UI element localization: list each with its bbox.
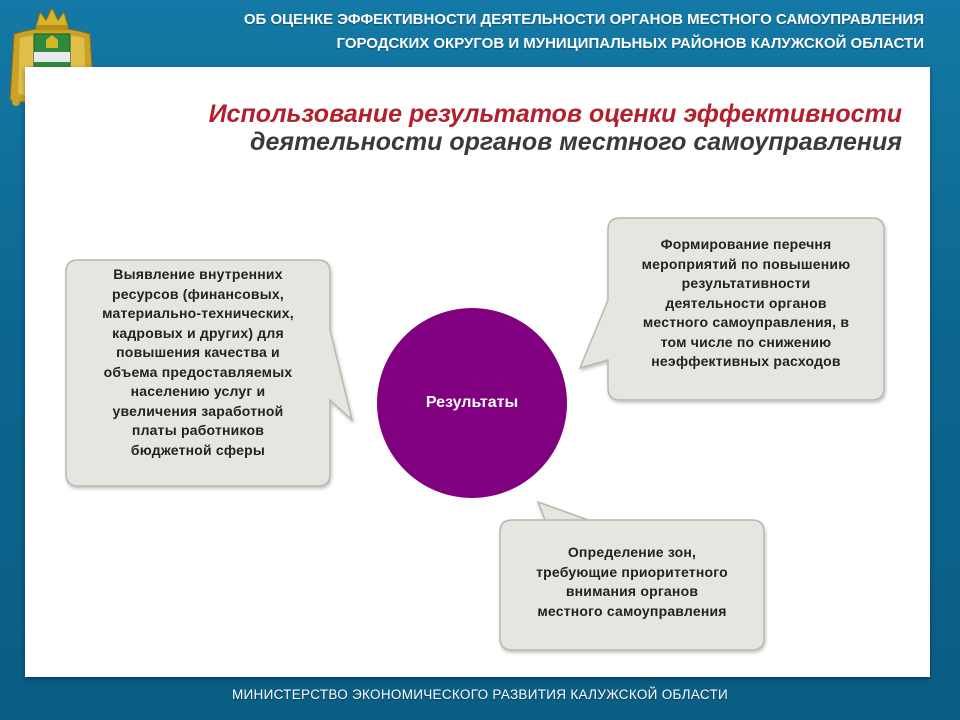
header-title-line2: ГОРОДСКИХ ОКРУГОВ И МУНИЦИПАЛЬНЫХ РАЙОНОВ КАЛУЖСКОЙ ОБЛАСТИ bbox=[336, 35, 924, 52]
callout-right-text bbox=[608, 235, 884, 372]
callout-left-line: кадровых и других) для bbox=[112, 324, 284, 341]
callout-left-line: повышения качества и bbox=[116, 344, 280, 360]
callout-right-line: Формирование перечня bbox=[660, 236, 832, 252]
callout-bottom-line: внимания органов bbox=[565, 583, 699, 599]
callout-left-line: увеличения заработной bbox=[112, 402, 284, 419]
footer-ministry: МИНИСТЕРСТВО ЭКОНОМИЧЕСКОГО РАЗВИТИЯ КАЛУЖСКОЙ ОБЛАСТИ bbox=[231, 687, 729, 702]
slide-title-line1: Использование результатов оценки эффективности bbox=[208, 100, 902, 128]
slide-title-line2: деятельности органов местного самоуправления bbox=[250, 128, 902, 156]
callout-left-line: ресурсов (финансовых, bbox=[112, 285, 284, 302]
callout-right-line: неэффективных расходов bbox=[651, 353, 841, 369]
callout-right-line: местного самоуправления, в bbox=[642, 314, 850, 330]
callout-left-line: населению услуг и bbox=[130, 383, 266, 399]
callout-bottom-line: Определение зон, bbox=[567, 544, 697, 560]
callout-right-line: результативности bbox=[681, 275, 811, 291]
callout-bottom-text bbox=[500, 543, 764, 621]
results-circle-label: Результаты bbox=[425, 394, 519, 411]
callout-bottom-line: требующие приоритетного bbox=[536, 563, 728, 580]
callout-left-line: объема предоставляемых bbox=[103, 363, 293, 380]
header-title-line1: ОБ ОЦЕНКЕ ЭФФЕКТИВНОСТИ ДЕЯТЕЛЬНОСТИ ОРГАНОВ МЕСТНОГО САМОУПРАВЛЕНИЯ bbox=[243, 11, 924, 28]
callout-left-line: материально-технических, bbox=[102, 305, 294, 321]
callout-bottom-line: местного самоуправления bbox=[537, 602, 727, 619]
callout-right-line: деятельности органов bbox=[665, 294, 827, 311]
callout-left-line: бюджетной сферы bbox=[130, 441, 266, 458]
callout-left-line: Выявление внутренних bbox=[113, 266, 283, 282]
callout-right-line: мероприятий по повышению bbox=[641, 255, 851, 272]
callout-left-text bbox=[66, 265, 330, 460]
callout-right-line: том числе по снижению bbox=[660, 333, 832, 350]
callout-left-line: платы работников bbox=[131, 422, 265, 438]
results-circle bbox=[377, 308, 567, 498]
